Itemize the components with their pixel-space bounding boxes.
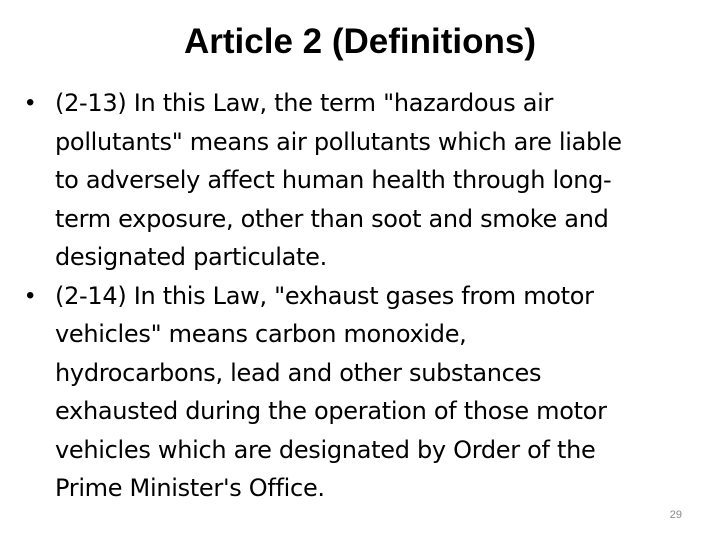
bullet-line: designated particulate. <box>55 243 327 271</box>
bullet-line: pollutants" means air pollutants which are liable <box>55 127 622 156</box>
bullet-item <box>24 84 704 277</box>
bullet-line: hydrocarbons, lead and other substances <box>55 358 542 387</box>
bullet-line: exhausted during the operation of those motor <box>55 397 607 425</box>
bullet-icon: • <box>26 281 35 309</box>
bullet-line: vehicles which are designated by Order of the <box>55 435 596 464</box>
bullet-list <box>24 84 704 508</box>
page-number: 29 <box>669 509 682 521</box>
bullet-line: (2-13) In this Law, the term "hazardous air <box>55 89 554 117</box>
bullet-line: to adversely affect human health through long- <box>55 166 612 194</box>
bullet-item <box>24 277 704 508</box>
bullet-line: (2-14) In this Law, "exhaust gases from motor <box>55 281 594 310</box>
bullet-line: Prime Minister's Office. <box>55 474 325 502</box>
bullet-line: term exposure, other than soot and smoke and <box>55 204 609 233</box>
bullet-icon: • <box>26 89 35 116</box>
slide-title: Article 2 (Definitions) <box>184 22 536 61</box>
bullet-line: vehicles" means carbon monoxide, <box>55 320 467 348</box>
